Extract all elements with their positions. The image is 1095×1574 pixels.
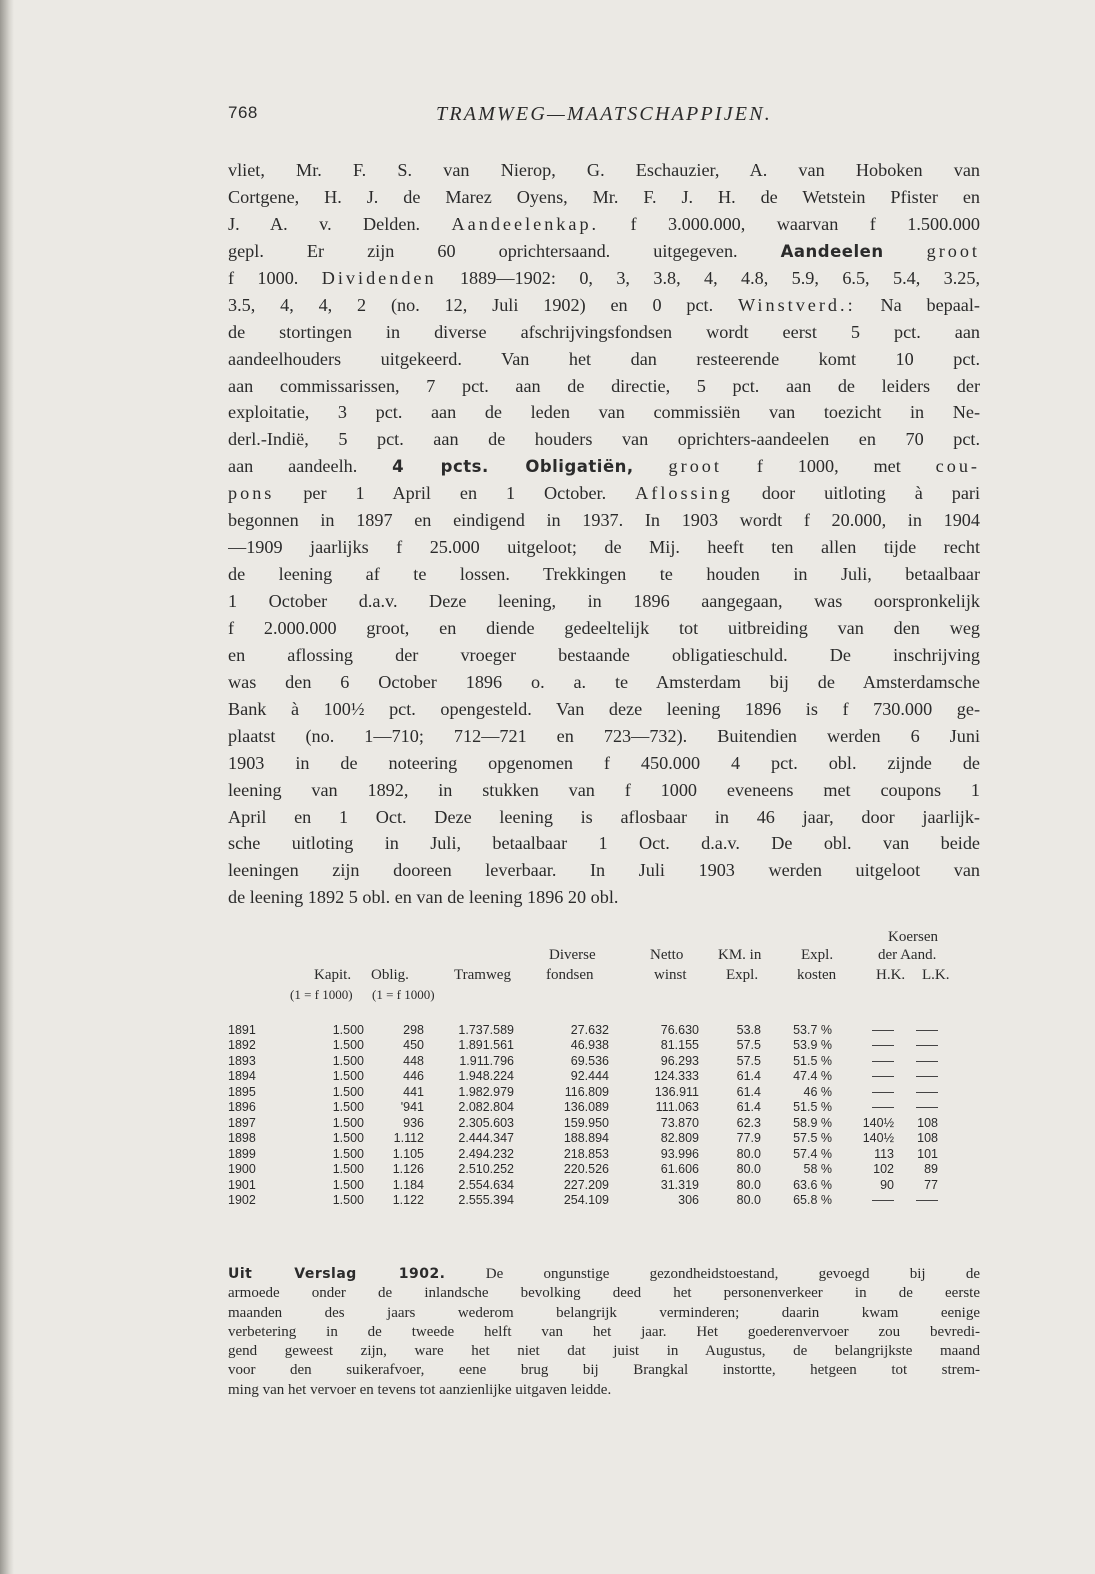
text-run: door uitloting à pari xyxy=(732,483,980,504)
header-netto: Netto xyxy=(650,947,684,963)
running-title: TRAMWEG—MAATSCHAPPIJEN. xyxy=(436,103,772,125)
bold-term: Uit Verslag 1902. xyxy=(228,1266,446,1282)
text-line xyxy=(228,1342,980,1361)
text-run: en aflossing der vroeger bestaande obligatieschuld. De inschrijving xyxy=(228,644,980,665)
cell-diverse: 227.209 xyxy=(563,1177,609,1192)
cell-tramweg: 2.494.232 xyxy=(458,1146,514,1161)
text-line xyxy=(228,1361,980,1380)
cell-kosten: 58.9 % xyxy=(793,1115,832,1130)
cell-kosten: 46 % xyxy=(803,1084,832,1099)
cell-kapit: 1.500 xyxy=(332,1038,364,1053)
text-run: April en 1 Oct. Deze leening is aflosbaar in 46 jaar, door jaarlijk- xyxy=(228,806,980,827)
spaced-term: Aandeelenkap. xyxy=(451,213,600,234)
text-line xyxy=(228,588,980,615)
header-tramweg: Tramweg xyxy=(454,967,511,983)
cell-km: 80.0 xyxy=(736,1146,761,1161)
text-run: J. A. v. Delden. xyxy=(228,213,452,234)
text-line xyxy=(228,211,980,238)
text-run: aan commissarissen, 7 pct. aan de directie, 5 pct. aan de leiders der xyxy=(228,375,980,396)
text-line xyxy=(228,238,980,265)
text-run: voor den suikerafvoer, eene brug bij Brangkal instortte, hetgeen tot strem- xyxy=(228,1362,980,1379)
cell-kapit: 1.500 xyxy=(332,1177,364,1192)
text-run: f 1000, met xyxy=(721,456,936,477)
cell-km: 80.0 xyxy=(736,1162,761,1177)
cell-hk xyxy=(846,1069,894,1085)
cell-year: 1896 xyxy=(228,1100,256,1115)
text-line xyxy=(228,157,980,184)
cell-oblig: 446 xyxy=(403,1069,424,1084)
unit-oblig: (1 = f 1000) xyxy=(372,987,435,1002)
text-run: f 1000. xyxy=(228,267,322,288)
cell-netto: 82.809 xyxy=(660,1131,699,1146)
text-line xyxy=(228,777,980,804)
cell-kapit: 1.500 xyxy=(332,1100,364,1115)
cell-year: 1898 xyxy=(228,1131,256,1146)
text-run: De ongunstige gezondheidstoestand, gevoegd bij de xyxy=(445,1266,980,1282)
cell-km: 77.9 xyxy=(736,1131,761,1146)
cell-netto: 61.606 xyxy=(660,1162,699,1177)
cell-hk xyxy=(846,1053,894,1069)
cell-oblig: 1.112 xyxy=(393,1131,424,1146)
cell-lk xyxy=(894,1053,938,1069)
cell-tramweg: 1.982.979 xyxy=(458,1084,514,1099)
cell-lk xyxy=(894,1069,938,1085)
cell-netto: 124.333 xyxy=(653,1069,699,1084)
cell-km: 57.5 xyxy=(736,1053,761,1068)
text-run: gend geweest zijn, ware het niet dat juist in Augustus, de belangrijkste maand xyxy=(228,1343,980,1360)
cell-kosten: 51.5 % xyxy=(793,1053,832,1068)
text-run: derl.-Indië, 5 pct. aan de houders van oprichters-aandeelen en 70 pct. xyxy=(228,429,980,450)
text-run xyxy=(884,241,927,261)
dash-mark xyxy=(872,1200,894,1201)
cell-km: 57.5 xyxy=(736,1038,761,1053)
text-run: exploitatie, 3 pct. aan de leden van commissiën van toezicht in Ne- xyxy=(228,402,980,423)
spaced-term: Aflossing xyxy=(635,483,733,504)
cell-kosten: 53.7 % xyxy=(793,1022,832,1037)
text-run: 1889—1902: 0, 3, 3.8, 4, 4.8, 5.9, 6.5, 5.4, 3.25, xyxy=(436,267,980,288)
cell-year: 1900 xyxy=(228,1162,256,1177)
text-line xyxy=(228,884,980,911)
header-km-expl: Expl. xyxy=(726,967,759,983)
text-line xyxy=(228,292,980,319)
cell-hk xyxy=(846,1193,894,1209)
text-line xyxy=(228,615,980,642)
dash-mark xyxy=(916,1061,938,1062)
cell-lk xyxy=(894,1084,938,1100)
cell-lk: 101 xyxy=(917,1146,938,1161)
cell-lk: 108 xyxy=(917,1115,938,1130)
text-run: maanden des jaars wederom belangrijk verminderen; daarin kwam eenige xyxy=(228,1304,980,1321)
cell-netto: 73.870 xyxy=(660,1115,699,1130)
cell-km: 80.0 xyxy=(736,1177,761,1192)
dash-mark xyxy=(872,1076,894,1077)
cell-lk xyxy=(894,1038,938,1054)
dash-mark xyxy=(916,1107,938,1108)
text-run: aan aandeelh. xyxy=(228,456,393,477)
cell-tramweg: 1.948.224 xyxy=(458,1069,514,1084)
cell-tramweg: 2.082.804 xyxy=(458,1100,514,1115)
cell-oblig: '941 xyxy=(400,1100,424,1115)
cell-kosten: 63.6 % xyxy=(793,1177,832,1192)
text-line xyxy=(228,399,980,426)
cell-km: 61.4 xyxy=(736,1069,761,1084)
text-run: leeningen zijn dooreen leverbaar. In Juli 1903 werden uitgeloot van xyxy=(228,860,980,881)
cell-diverse: 254.109 xyxy=(563,1193,609,1208)
text-line xyxy=(228,507,980,534)
cell-kapit: 1.500 xyxy=(332,1131,364,1146)
table-row xyxy=(228,1146,938,1162)
text-run: ming van het vervoer en tevens tot aanzienlijke uitgaven leidde. xyxy=(228,1381,612,1398)
spaced-term: Winstverd.: xyxy=(737,294,856,315)
cell-diverse: 159.950 xyxy=(563,1115,609,1130)
text-line xyxy=(228,319,980,346)
cell-netto: 96.293 xyxy=(660,1053,699,1068)
text-run: gepl. Er zijn 60 oprichtersaand. uitgegeven. xyxy=(228,240,781,261)
cell-netto: 81.155 xyxy=(660,1038,699,1053)
cell-kosten: 53.9 % xyxy=(793,1038,832,1053)
body-paragraph xyxy=(228,157,980,911)
cell-diverse: 220.526 xyxy=(563,1162,609,1177)
report-summary xyxy=(228,1265,980,1400)
cell-tramweg: 2.305.603 xyxy=(458,1115,514,1130)
cell-kosten: 57.4 % xyxy=(793,1146,832,1161)
table-body xyxy=(228,1022,938,1208)
header-der-aand: der Aand. xyxy=(878,947,937,963)
text-run: armoede onder de inlandsche bevolking deed het personenverkeer in de eerste xyxy=(228,1285,980,1302)
table-row xyxy=(228,1084,938,1100)
cell-netto: 31.319 xyxy=(660,1177,699,1192)
cell-oblig: 298 xyxy=(403,1022,424,1037)
text-line xyxy=(228,696,980,723)
page-number: 768 xyxy=(228,103,258,122)
text-run: leening van 1892, in stukken van f 1000 eveneens met coupons 1 xyxy=(228,779,980,800)
text-run: vliet, Mr. F. S. van Nierop, G. Eschauzier, A. van Hoboken van xyxy=(228,160,980,180)
header-expl: Expl. xyxy=(801,947,834,963)
cell-kosten: 51.5 % xyxy=(793,1100,832,1115)
header-koersen: Koersen xyxy=(888,929,938,945)
text-line xyxy=(228,830,980,857)
dash-mark xyxy=(916,1200,938,1201)
cell-kosten: 57.5 % xyxy=(793,1131,832,1146)
text-line xyxy=(228,1265,980,1284)
text-run: —1909 jaarlijks f 25.000 uitgeloot; de Mij. heeft ten allen tijde recht xyxy=(228,537,980,558)
cell-hk xyxy=(846,1084,894,1100)
cell-tramweg: 1.891.561 xyxy=(458,1038,514,1053)
dash-mark xyxy=(916,1092,938,1093)
text-run xyxy=(634,456,669,476)
cell-kosten: 58 % xyxy=(803,1162,832,1177)
text-line xyxy=(228,1304,980,1323)
header-fondsen: fondsen xyxy=(546,967,594,983)
table-row xyxy=(228,1162,938,1178)
cell-hk xyxy=(846,1022,894,1038)
header-diverse: Diverse xyxy=(549,947,596,963)
table-row xyxy=(228,1131,938,1147)
text-line xyxy=(228,373,980,400)
text-run: Na bepaal- xyxy=(855,294,980,315)
cell-netto: 111.063 xyxy=(655,1100,699,1115)
cell-km: 80.0 xyxy=(736,1193,761,1208)
cell-kapit: 1.500 xyxy=(332,1069,364,1084)
cell-tramweg: 1.911.796 xyxy=(459,1053,514,1068)
cell-diverse: 92.444 xyxy=(570,1069,609,1084)
text-line xyxy=(228,561,980,588)
table-row xyxy=(228,1069,938,1085)
cell-kapit: 1.500 xyxy=(332,1146,364,1161)
text-run: 1 October d.a.v. Deze leening, in 1896 aangegaan, was oorspronkelijk xyxy=(228,591,980,611)
cell-diverse: 136.089 xyxy=(563,1100,609,1115)
table-row xyxy=(228,1038,938,1054)
dash-mark xyxy=(916,1076,938,1077)
cell-kapit: 1.500 xyxy=(332,1053,364,1068)
spaced-term: Dividenden xyxy=(321,267,437,288)
table-row xyxy=(228,1177,938,1193)
dash-mark xyxy=(916,1045,938,1046)
spaced-term: groot xyxy=(926,240,980,261)
cell-tramweg: 2.510.252 xyxy=(458,1162,514,1177)
table-row xyxy=(228,1022,938,1038)
bold-term: Aandeelen xyxy=(780,241,884,261)
dash-mark xyxy=(872,1045,894,1046)
cell-kapit: 1.500 xyxy=(332,1193,364,1208)
cell-oblig: 1.105 xyxy=(392,1146,424,1161)
cell-lk: 89 xyxy=(924,1162,938,1177)
text-line xyxy=(228,346,980,373)
header-oblig: Oblig. xyxy=(371,967,409,983)
dash-mark xyxy=(916,1030,938,1031)
text-run: was den 6 October 1896 o. a. te Amsterdam bij de Amsterdamsche xyxy=(228,671,980,692)
table-row xyxy=(228,1053,938,1069)
cell-diverse: 27.632 xyxy=(570,1022,609,1037)
cell-km: 61.4 xyxy=(736,1084,761,1099)
text-run: f 3.000.000, waarvan f 1.500.000 xyxy=(599,213,980,234)
cell-netto: 136.911 xyxy=(654,1084,699,1099)
spaced-term: cou- xyxy=(935,456,980,477)
bold-term: 4 pcts. Obligatiën, xyxy=(392,457,634,477)
header-lk: L.K. xyxy=(922,967,950,983)
cell-km: 53.8 xyxy=(736,1022,761,1037)
cell-tramweg: 1.737.589 xyxy=(458,1022,514,1037)
cell-oblig: 450 xyxy=(403,1038,424,1053)
cell-diverse: 188.894 xyxy=(563,1131,609,1146)
cell-kapit: 1.500 xyxy=(332,1115,364,1130)
unit-kapit: (1 = f 1000) xyxy=(290,987,353,1002)
cell-hk xyxy=(846,1100,894,1116)
cell-year: 1901 xyxy=(228,1177,256,1192)
page-header xyxy=(228,103,980,133)
spaced-term: groot xyxy=(668,456,722,477)
cell-year: 1893 xyxy=(228,1053,256,1068)
cell-diverse: 116.809 xyxy=(564,1084,609,1099)
text-run: sche uitloting in Juli, betaalbaar 1 Oct. d.a.v. De obl. van beide xyxy=(228,833,980,854)
cell-year: 1899 xyxy=(228,1146,256,1161)
text-line xyxy=(228,1323,980,1342)
text-line xyxy=(228,265,980,292)
cell-lk xyxy=(894,1022,938,1038)
header-kosten: kosten xyxy=(797,967,837,983)
header-hk: H.K. xyxy=(876,967,906,983)
dash-mark xyxy=(872,1061,894,1062)
cell-year: 1892 xyxy=(228,1038,256,1053)
text-run: per 1 April en 1 October. xyxy=(274,483,636,504)
cell-year: 1895 xyxy=(228,1084,256,1099)
cell-kosten: 65.8 % xyxy=(793,1193,832,1208)
table-row xyxy=(228,1193,938,1209)
cell-kapit: 1.500 xyxy=(332,1084,364,1099)
spaced-term: pons xyxy=(228,483,275,504)
text-line xyxy=(228,669,980,696)
text-line xyxy=(228,480,980,507)
cell-kapit: 1.500 xyxy=(332,1162,364,1177)
cell-netto: 93.996 xyxy=(660,1146,699,1161)
text-line xyxy=(228,453,980,480)
header-kapit: Kapit. xyxy=(314,967,352,983)
text-run: plaatst (no. 1—710; 712—721 en 723—732). Buitendien werden 6 Juni xyxy=(228,725,980,746)
text-run: de stortingen in diverse afschrijvingsfondsen wordt eerst 5 pct. aan xyxy=(228,321,980,342)
cell-year: 1894 xyxy=(228,1069,256,1084)
cell-lk xyxy=(894,1193,938,1209)
cell-netto: 76.630 xyxy=(660,1022,699,1037)
dash-mark xyxy=(872,1092,894,1093)
cell-hk: 140½ xyxy=(862,1131,894,1146)
cell-oblig: 1.122 xyxy=(392,1193,424,1208)
text-run: 3.5, 4, 4, 2 (no. 12, Juli 1902) en 0 pct. xyxy=(228,294,738,315)
text-run: aandeelhouders uitgekeerd. Van het dan resteerende komt 10 pct. xyxy=(228,348,980,369)
cell-hk xyxy=(846,1038,894,1054)
cell-netto: 306 xyxy=(678,1193,699,1208)
statistics-table xyxy=(228,927,983,1208)
cell-oblig: 1.184 xyxy=(392,1177,424,1192)
header-km: KM. in xyxy=(718,947,762,963)
cell-lk xyxy=(894,1100,938,1116)
cell-kosten: 47.4 % xyxy=(793,1069,832,1084)
text-run: Cortgene, H. J. de Marez Oyens, Mr. F. J. H. de Wetstein Pfister en xyxy=(228,186,980,207)
cell-lk: 77 xyxy=(924,1177,938,1192)
text-line xyxy=(228,750,980,777)
cell-year: 1891 xyxy=(228,1022,256,1037)
dash-mark xyxy=(872,1107,894,1108)
text-line xyxy=(228,1381,980,1400)
text-line xyxy=(228,723,980,750)
cell-diverse: 69.536 xyxy=(570,1053,609,1068)
cell-hk: 140½ xyxy=(862,1115,894,1130)
cell-lk: 108 xyxy=(917,1131,938,1146)
cell-tramweg: 2.444.347 xyxy=(458,1131,514,1146)
cell-hk: 102 xyxy=(873,1162,894,1177)
text-run: f 2.000.000 groot, en diende gedeeltelijk tot uitbreiding van den weg xyxy=(228,617,980,638)
cell-oblig: 448 xyxy=(403,1053,424,1068)
text-line xyxy=(228,426,980,453)
cell-diverse: 218.853 xyxy=(563,1146,609,1161)
text-line xyxy=(228,534,980,561)
cell-diverse: 46.938 xyxy=(570,1038,609,1053)
text-run: de leening 1892 5 obl. en van de leening 1896 20 obl. xyxy=(228,887,619,908)
text-run: verbetering in de tweede helft van het jaar. Het goederenvervoer zou bevredi- xyxy=(228,1323,980,1340)
cell-hk: 90 xyxy=(880,1177,894,1192)
cell-oblig: 1.126 xyxy=(392,1162,424,1177)
cell-hk: 113 xyxy=(874,1146,894,1161)
text-line xyxy=(228,1284,980,1303)
cell-oblig: 936 xyxy=(403,1115,424,1130)
cell-tramweg: 2.554.634 xyxy=(458,1177,514,1192)
cell-year: 1902 xyxy=(228,1193,256,1208)
table-header xyxy=(228,927,983,1022)
text-run: begonnen in 1897 en eindigend in 1937. In 1903 wordt f 20.000, in 1904 xyxy=(228,510,980,531)
dash-mark xyxy=(872,1030,894,1031)
cell-km: 62.3 xyxy=(736,1115,761,1130)
text-line xyxy=(228,642,980,669)
page-edge-shadow xyxy=(0,0,14,1574)
cell-kapit: 1.500 xyxy=(332,1022,364,1037)
cell-tramweg: 2.555.394 xyxy=(458,1193,514,1208)
table-row xyxy=(228,1100,938,1116)
cell-oblig: 441 xyxy=(403,1084,424,1099)
text-line xyxy=(228,184,980,211)
text-line xyxy=(228,857,980,884)
table-row xyxy=(228,1115,938,1131)
text-run: 1903 in de noteering opgenomen f 450.000 4 pct. obl. zijnde de xyxy=(228,752,980,773)
text-run: de leening af te lossen. Trekkingen te houden in Juli, betaalbaar xyxy=(228,564,980,585)
text-run: Bank à 100½ pct. opengesteld. Van deze leening 1896 is f 730.000 ge- xyxy=(228,698,980,719)
cell-km: 61.4 xyxy=(736,1100,761,1115)
text-line xyxy=(228,804,980,831)
header-winst: winst xyxy=(654,967,687,983)
cell-year: 1897 xyxy=(228,1115,256,1130)
